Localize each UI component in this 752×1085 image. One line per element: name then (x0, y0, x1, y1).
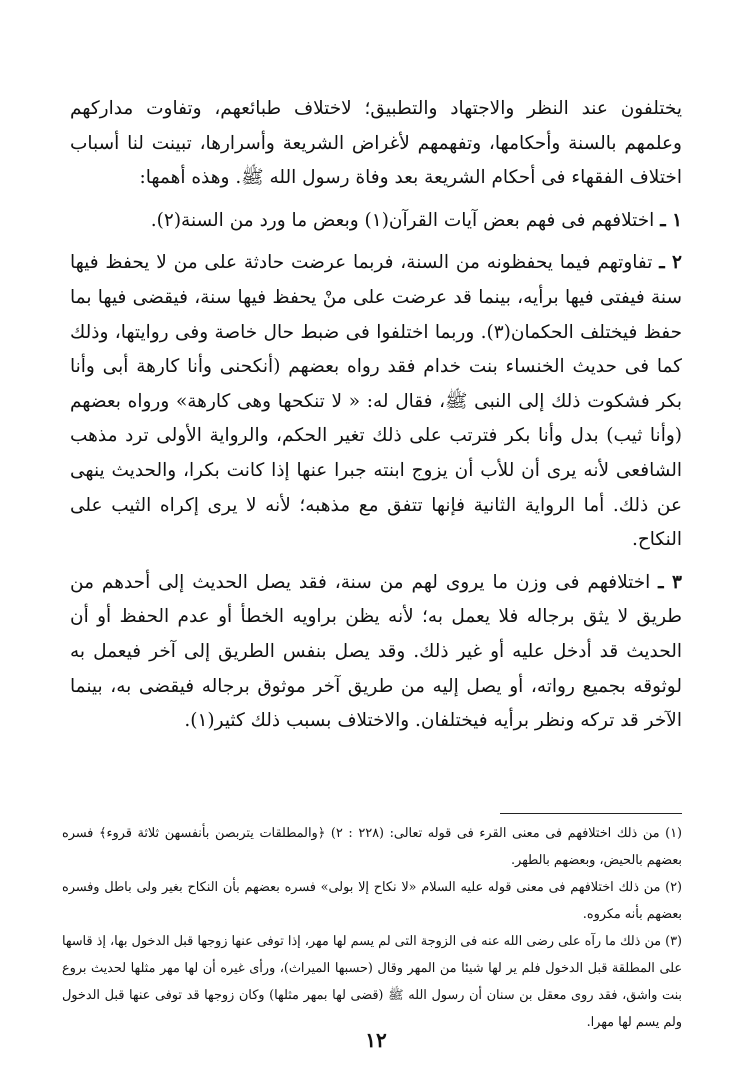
footnotes (62, 820, 682, 1036)
list-item-text: تفاوتهم فيما يحفظونه من السنة، فربما عرضت حادثة على من لا يحفظ فيها سنة فيفتى فيها برأيه، بينما قد عرضت على منْ يحفظ فيها سنة، فيقضى فيها بما حفظ فيختلف الحكمان(٣). وربما اختلفوا فى ضبط حال خاصة وفى روايتها، وذلك كما فى حديث الخنساء بنت خدام فقد رواه بعضهم (أنكحنى وأنا كارهة أبى وأنا بكر فشكوت ذلك إلى النبى ﷺ، فقال له: « لا تنكحها وهى كارهة» ورواه بعضهم (وأنا ثيب) بدل وأنا بكر فترتب على ذلك تغير الحكم، والرواية الأولى ترد مذهب الشافعى لأنه يرى أن للأب أن يزوج ابنته جبرا عنها إذا كانت بكرا، والحديث ينهى عن ذلك. أما الرواية الثانية فإنها تتفق مع مذهبه؛ لأنه لا يرى إكراه الثيب على النكاح. (70, 252, 683, 551)
list-item-number: ١ ـ (660, 209, 682, 231)
intro-paragraph: يختلفون عند النظر والاجتهاد والتطبيق؛ لاختلاف طبائعهم، وتفاوت مداركهم وعلمهم بالسنة وأحكامها، وتفهمهم لأغراض الشريعة وأسرارها، تبينت لنا أسباب اختلاف الفقهاء فى أحكام الشريعة بعد وفاة رسول الله ﷺ. وهذه أهمها: (70, 98, 682, 189)
list-item-3 (70, 566, 682, 739)
footnote-divider (500, 813, 682, 814)
page-number: ١٢ (365, 1028, 387, 1052)
list-item-number: ٢ ـ (659, 252, 682, 274)
list-item-text: اختلافهم فى وزن ما يروى لهم من سنة، فقد يصل الحديث إلى أحدهم من طريق لا يثق برجاله فلا يعمل به؛ لأنه يظن براويه الخطأ أو عدم الحفظ أو أن الحديث قد أدخل عليه أو غير ذلك. وقد يصل بنفس الطريق إلى آخر فيعمل به لوثوقه بجميع رواته، أو يصل إليه من طريق آخر موثوق برجاله فيقضى به، بينما الآخر قد تركه ونظر برأيه فيختلفان. والاختلاف بسبب ذلك كثير(١). (70, 571, 682, 732)
main-text-block (70, 92, 682, 739)
list-item-text: اختلافهم فى فهم بعض آيات القرآن(١) وبعض ما ورد من السنة(٢). (150, 209, 655, 231)
footnote-2: (٢) من ذلك اختلافهم فى معنى قوله عليه السلام «لا نكاح إلا بولى» فسره بعضهم بأن النكاح بغير ولى باطل وفسره بعضهم بأنه مكروه. (62, 880, 682, 922)
footnote-3: (٣) من ذلك ما رآه على رضى الله عنه فى الزوجة التى لم يسم لها مهر، إذا توفى عنها زوجها قبل الدخول بها، إذ قاسها على المطلقة قبل الدخول فلم ير لها شيئا من المهر وقال (حسبها الميراث)، ورأى غيره أن لها مهر مثلها لحديث بروع بنت واشق، فقد روى معقل بن سنان أن رسول الله ﷺ (قضى لها بمهر مثلها) وكان زوجها قد توفى عنها قبل الدخول ولم يسم لها مهرا. (62, 934, 682, 1030)
list-item-2 (70, 246, 682, 557)
footnote-1: (١) من ذلك اختلافهم فى معنى القرء فى قوله تعالى: (٢٢٨ : ٢) ﴿والمطلقات يتربصن بأنفسهن ثلاثة قروء﴾ فسره بعضهم بالحيض، وبعضهم بالطهر. (62, 826, 682, 868)
list-item-1 (70, 204, 682, 239)
list-item-number: ٣ ـ (658, 571, 682, 593)
